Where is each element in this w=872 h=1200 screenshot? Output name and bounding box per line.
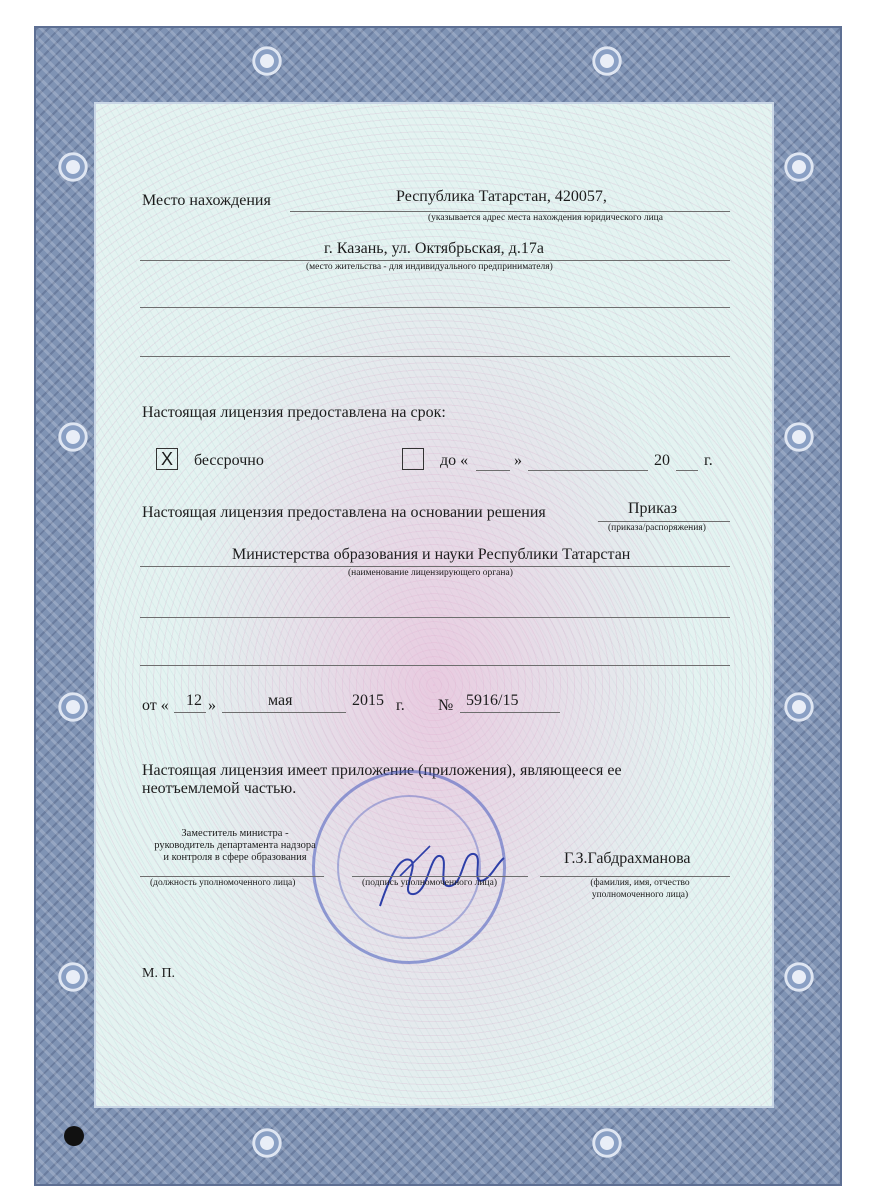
location-line2-rule — [140, 260, 730, 261]
decision-from-prefix: от « — [142, 697, 169, 714]
location-hint1: (указывается адрес места нахождения юридического лица — [428, 213, 663, 223]
location-address-line1: Республика Татарстан, 420057, — [396, 188, 607, 205]
location-line4-rule — [140, 356, 730, 357]
basis-doc-type-rule — [598, 521, 730, 522]
signatory-name-hint2: уполномоченного лица) — [591, 890, 689, 900]
decision-month: мая — [268, 692, 293, 709]
border-rosette-icon — [782, 150, 816, 184]
border-rosette-icon — [56, 690, 90, 724]
until-mid: » — [514, 452, 522, 469]
signatory-name-hint1: (фамилия, имя, отчество — [590, 878, 690, 888]
border-rosette-icon — [590, 1126, 624, 1160]
border-rosette-icon — [56, 960, 90, 994]
basis-doc-type-hint: (приказа/распоряжения) — [608, 523, 706, 533]
appendix-line2: неотъемлемой частью. — [142, 780, 297, 797]
until-prefix: до « — [440, 452, 469, 469]
decision-number: 5916/15 — [466, 692, 519, 709]
decision-day-rule — [174, 712, 206, 713]
border-rosette-icon — [590, 44, 624, 78]
signature-hint: (подпись уполномоченного лица) — [362, 878, 498, 888]
signatory-name-rule — [540, 876, 730, 877]
location-line3-rule — [140, 307, 730, 308]
signatory-position-rule — [140, 876, 324, 877]
border-rosette-icon — [250, 44, 284, 78]
appendix-line1: Настоящая лицензия имеет приложение (приложения), являющееся ее — [142, 762, 622, 779]
location-address-line2: г. Казань, ул. Октябрьская, д.17а — [324, 240, 544, 257]
border-rosette-icon — [782, 960, 816, 994]
basis-extra-rule-1 — [140, 617, 730, 618]
decision-month-rule — [222, 712, 346, 713]
basis-doc-type: Приказ — [628, 500, 678, 517]
seal-place-label: М. П. — [142, 966, 176, 981]
signatory-position-line2: руководитель департамента надзора — [154, 840, 316, 851]
basis-authority-rule — [140, 566, 730, 567]
border-rosette-icon — [56, 420, 90, 454]
border-rosette-icon — [56, 150, 90, 184]
basis-authority-hint: (наименование лицензирующего органа) — [348, 568, 513, 578]
decision-year-suffix: г. — [396, 697, 405, 714]
decision-day-suffix: » — [208, 697, 216, 714]
until-year-suffix: г. — [704, 452, 713, 469]
punch-hole-icon — [64, 1126, 84, 1146]
border-rosette-icon — [782, 690, 816, 724]
location-line1-rule — [290, 211, 730, 212]
until-date-checkbox — [402, 448, 424, 470]
signatory-position-line1: Заместитель министра - — [181, 828, 289, 839]
location-label: Место нахождения — [142, 192, 271, 209]
signatory-position-hint: (должность уполномоченного лица) — [150, 878, 296, 888]
until-day-rule — [476, 470, 510, 471]
signatory-position-line3: и контроля в сфере образования — [163, 852, 307, 863]
decision-number-rule — [460, 712, 560, 713]
decision-day: 12 — [186, 692, 202, 709]
until-year-rule — [676, 470, 698, 471]
basis-title: Настоящая лицензия предоставлена на основании решения — [142, 504, 546, 521]
indefinite-label: бессрочно — [194, 452, 264, 469]
decision-number-sign: № — [438, 697, 454, 714]
basis-authority: Министерства образования и науки Республики Татарстан — [232, 546, 631, 563]
indefinite-checkbox: X — [156, 448, 178, 470]
border-rosette-icon — [782, 420, 816, 454]
location-hint2: (место жительства - для индивидуального предпринимателя) — [306, 262, 553, 272]
signature-rule — [352, 876, 528, 877]
until-year-prefix: 20 — [654, 452, 670, 469]
until-month-rule — [528, 470, 648, 471]
term-title: Настоящая лицензия предоставлена на срок: — [142, 404, 446, 421]
decision-year: 2015 — [352, 692, 384, 709]
basis-extra-rule-2 — [140, 665, 730, 666]
signatory-name: Г.З.Габдрахманова — [564, 850, 691, 867]
border-rosette-icon — [250, 1126, 284, 1160]
